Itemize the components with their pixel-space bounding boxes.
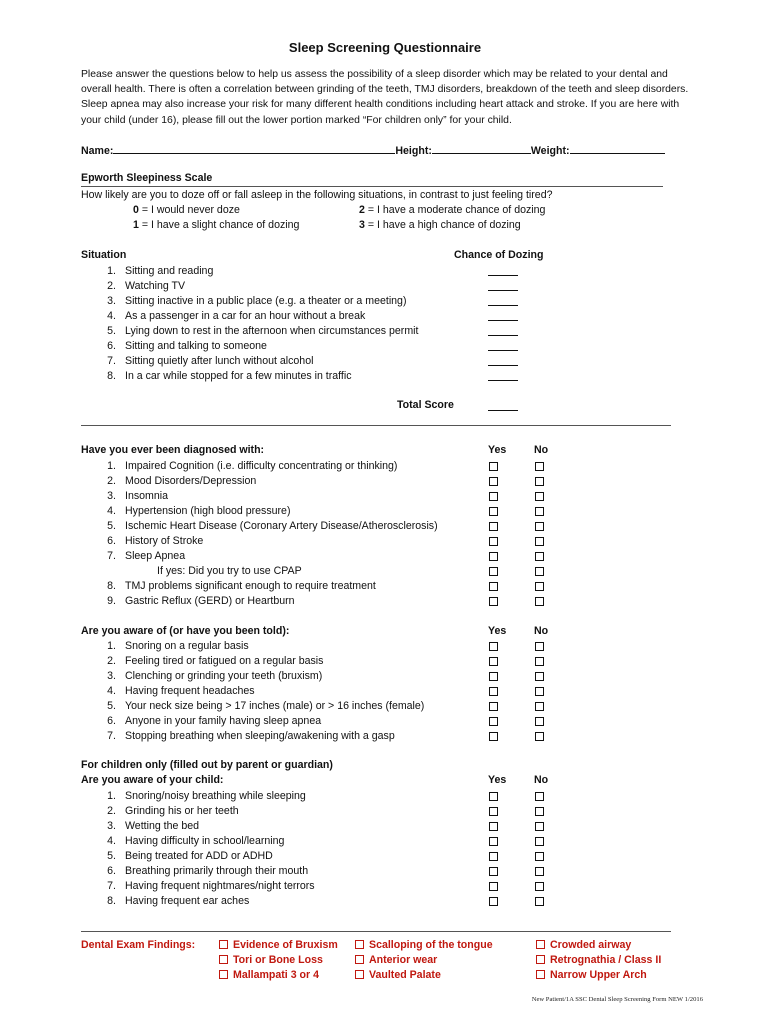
item-number: 6. — [107, 865, 116, 877]
item-number: 6. — [107, 715, 116, 727]
item-label: Being treated for ADD or ADHD — [125, 850, 273, 862]
item-number: 1. — [107, 265, 116, 277]
no-checkbox[interactable] — [535, 552, 544, 561]
item-number: 2. — [107, 655, 116, 667]
yes-checkbox[interactable] — [489, 492, 498, 501]
no-checkbox[interactable] — [535, 672, 544, 681]
yes-checkbox[interactable] — [489, 732, 498, 741]
diagnosis-row — [98, 459, 397, 474]
item-label: Sitting and talking to someone — [125, 340, 267, 352]
dozing-chance-field[interactable] — [488, 340, 518, 351]
item-number: 5. — [107, 700, 116, 712]
form-footer: New Patient/1A SSC Dental Sleep Screening Form NEW 1/2016 — [531, 996, 703, 1003]
item-number: 7. — [107, 880, 116, 892]
item-number: 5. — [107, 325, 116, 337]
dental-finding-item[interactable] — [355, 939, 493, 951]
item-label: Grinding his or her teeth — [125, 805, 239, 817]
finding-checkbox[interactable] — [355, 955, 364, 964]
yes-checkbox[interactable] — [489, 477, 498, 486]
yes-checkbox[interactable] — [489, 552, 498, 561]
item-number: 4. — [107, 505, 116, 517]
dozing-chance-field[interactable] — [488, 265, 518, 276]
no-checkbox[interactable] — [535, 537, 544, 546]
dozing-chance-field[interactable] — [488, 325, 518, 336]
scale-1: 1 = I have a slight chance of dozing — [133, 219, 300, 231]
situation-row — [98, 369, 352, 384]
yes-checkbox[interactable] — [489, 702, 498, 711]
no-checkbox[interactable] — [535, 597, 544, 606]
height-field[interactable] — [432, 143, 531, 154]
dental-finding-item[interactable] — [536, 954, 661, 966]
finding-label: Crowded airway — [550, 939, 632, 951]
diagnosis-row — [98, 504, 290, 519]
item-label: Wetting the bed — [125, 820, 200, 832]
item-label: Anyone in your family having sleep apnea — [125, 715, 322, 727]
no-header: No — [534, 444, 549, 456]
no-checkbox[interactable] — [535, 897, 544, 906]
item-number: 3. — [107, 295, 116, 307]
yes-checkbox[interactable] — [489, 582, 498, 591]
finding-checkbox[interactable] — [219, 970, 228, 979]
no-checkbox[interactable] — [535, 882, 544, 891]
dental-findings-label: Dental Exam Findings: — [81, 939, 196, 951]
diagnosis-row — [98, 519, 438, 534]
yes-header: Yes — [488, 774, 507, 786]
item-label: History of Stroke — [125, 535, 204, 547]
situation-row — [98, 264, 213, 279]
item-label: Having frequent nightmares/night terrors — [125, 880, 315, 892]
aware-row — [98, 684, 255, 699]
no-checkbox[interactable] — [535, 822, 544, 831]
no-header: No — [534, 625, 549, 637]
item-number: 3. — [107, 670, 116, 682]
child-row — [98, 879, 315, 894]
situation-row — [98, 294, 406, 309]
no-checkbox[interactable] — [535, 687, 544, 696]
item-label: Ischemic Heart Disease (Coronary Artery Disease/Atherosclerosis) — [125, 520, 438, 532]
child-row — [98, 864, 308, 879]
item-label: Sitting quietly after lunch without alcohol — [125, 355, 314, 367]
dental-finding-item[interactable] — [219, 969, 319, 981]
finding-label: Anterior wear — [369, 954, 438, 966]
yes-checkbox[interactable] — [489, 642, 498, 651]
finding-label: Retrognathia / Class II — [550, 954, 662, 966]
chance-header: Chance of Dozing — [454, 249, 544, 261]
yes-checkbox[interactable] — [489, 687, 498, 696]
item-label: In a car while stopped for a few minutes in traffic — [125, 370, 352, 382]
finding-label: Tori or Bone Loss — [233, 954, 323, 966]
item-label: Stopping breathing when sleeping/awakening with a gasp — [125, 730, 395, 742]
aware-row — [98, 714, 321, 729]
yes-checkbox[interactable] — [489, 852, 498, 861]
no-checkbox[interactable] — [535, 717, 544, 726]
no-checkbox[interactable] — [535, 852, 544, 861]
child-row — [98, 834, 284, 849]
finding-checkbox[interactable] — [219, 955, 228, 964]
item-number: 2. — [107, 280, 116, 292]
dental-finding-item[interactable] — [219, 939, 338, 951]
item-label: Sitting inactive in a public place (e.g. a theater or a meeting) — [125, 295, 407, 307]
yes-checkbox[interactable] — [489, 822, 498, 831]
dental-finding-item[interactable] — [536, 939, 631, 951]
item-label: Having frequent ear aches — [125, 895, 250, 907]
yes-checkbox[interactable] — [489, 867, 498, 876]
yes-checkbox[interactable] — [489, 597, 498, 606]
yes-checkbox[interactable] — [489, 882, 498, 891]
child-row — [98, 789, 306, 804]
item-number: 4. — [107, 835, 116, 847]
child-row — [98, 894, 249, 909]
item-label: Having frequent headaches — [125, 685, 255, 697]
scale-3: 3 = I have a high chance of dozing — [359, 219, 521, 231]
item-label: Your neck size being > 17 inches (male) or > 16 inches (female) — [125, 700, 425, 712]
item-number: 5. — [107, 520, 116, 532]
item-label: Breathing primarily through their mouth — [125, 865, 309, 877]
situation-row — [98, 309, 365, 324]
item-label: Mood Disorders/Depression — [125, 475, 257, 487]
finding-checkbox[interactable] — [219, 940, 228, 949]
situation-row — [98, 324, 418, 339]
no-checkbox[interactable] — [535, 657, 544, 666]
children-subheading: Are you aware of your child: — [81, 774, 224, 786]
item-label: Sitting and reading — [125, 265, 214, 277]
item-number: 7. — [107, 355, 116, 367]
diagnosis-row — [98, 534, 203, 549]
child-row — [98, 819, 199, 834]
dental-finding-item[interactable] — [355, 969, 441, 981]
divider — [81, 186, 663, 187]
child-row — [98, 804, 239, 819]
finding-label: Mallampati 3 or 4 — [233, 969, 319, 981]
diagnosis-row — [98, 579, 376, 594]
situation-row — [98, 354, 313, 369]
no-checkbox[interactable] — [535, 807, 544, 816]
yes-checkbox[interactable] — [489, 537, 498, 546]
finding-checkbox[interactable] — [536, 940, 545, 949]
yes-checkbox[interactable] — [489, 717, 498, 726]
yes-checkbox[interactable] — [489, 807, 498, 816]
no-checkbox[interactable] — [535, 792, 544, 801]
item-label: Insomnia — [125, 490, 168, 502]
no-checkbox[interactable] — [535, 582, 544, 591]
dozing-chance-field[interactable] — [488, 295, 518, 306]
finding-label: Vaulted Palate — [369, 969, 441, 981]
diagnosis-row — [98, 474, 256, 489]
yes-checkbox[interactable] — [489, 507, 498, 516]
no-checkbox[interactable] — [535, 522, 544, 531]
yes-checkbox[interactable] — [489, 897, 498, 906]
dozing-chance-field[interactable] — [488, 355, 518, 366]
item-number: 2. — [107, 805, 116, 817]
yes-checkbox[interactable] — [489, 522, 498, 531]
weight-field[interactable] — [570, 143, 665, 154]
item-number: 8. — [107, 895, 116, 907]
finding-label: Scalloping of the tongue — [369, 939, 493, 951]
no-checkbox[interactable] — [535, 702, 544, 711]
divider — [81, 931, 671, 932]
patient-info-row — [81, 143, 665, 157]
no-checkbox[interactable] — [535, 462, 544, 471]
diagnosis-row — [98, 549, 185, 564]
item-number: 7. — [107, 730, 116, 742]
item-label: Impaired Cognition (i.e. difficulty concentrating or thinking) — [125, 460, 398, 472]
aware-row — [98, 639, 249, 654]
weight-label: Weight: — [530, 145, 570, 157]
finding-checkbox[interactable] — [355, 970, 364, 979]
finding-checkbox[interactable] — [536, 955, 545, 964]
item-number: 8. — [107, 370, 116, 382]
yes-checkbox[interactable] — [489, 567, 498, 576]
item-number: 6. — [107, 340, 116, 352]
finding-label: Evidence of Bruxism — [233, 939, 338, 951]
item-label: Snoring on a regular basis — [125, 640, 249, 652]
child-row — [98, 849, 273, 864]
no-checkbox[interactable] — [535, 732, 544, 741]
no-checkbox[interactable] — [535, 492, 544, 501]
scale-2: 2 = I have a moderate chance of dozing — [359, 204, 546, 216]
dental-finding-item[interactable] — [536, 969, 647, 981]
item-label: Sleep Apnea — [125, 550, 186, 562]
aware-row — [98, 669, 322, 684]
intro-paragraph: Please answer the questions below to help us assess the possibility of a sleep disorder which may be related to your dental and overall health. There is often a correlation between grinding of the teeth, TMJ disorders, breakdown of the teeth and sleep disorders. Sleep apnea may also increase your risk for many different health conditions including heart attack and stroke. If you are here with your child (under 16), please fill out the lower portion marked “For children only” for your child. — [81, 69, 689, 126]
item-number: 1. — [107, 790, 116, 802]
item-number: 2. — [107, 475, 116, 487]
item-label: Clenching or grinding your teeth (bruxism) — [125, 670, 323, 682]
aware-row — [98, 699, 424, 714]
no-checkbox[interactable] — [535, 477, 544, 486]
children-heading: For children only (filled out by parent or guardian) — [81, 759, 333, 771]
yes-checkbox[interactable] — [489, 672, 498, 681]
name-field[interactable] — [113, 143, 395, 154]
name-label: Name: — [81, 145, 114, 157]
item-number: 6. — [107, 535, 116, 547]
diagnosis-row — [98, 489, 168, 504]
cpap-question: If yes: Did you try to use CPAP — [157, 565, 302, 577]
item-label: Feeling tired or fatigued on a regular basis — [125, 655, 324, 667]
item-label: Gastric Reflux (GERD) or Heartburn — [125, 595, 295, 607]
aware-heading: Are you aware of (or have you been told): — [81, 625, 290, 637]
epworth-question: How likely are you to doze off or fall asleep in the following situations, in contrast to just feeling tired? — [81, 189, 553, 201]
item-number: 7. — [107, 550, 116, 562]
item-label: Snoring/noisy breathing while sleeping — [125, 790, 306, 802]
item-number: 4. — [107, 685, 116, 697]
aware-row — [98, 654, 323, 669]
dental-finding-item[interactable] — [219, 954, 323, 966]
no-checkbox[interactable] — [535, 867, 544, 876]
item-number: 3. — [107, 490, 116, 502]
yes-checkbox[interactable] — [489, 657, 498, 666]
diagnosed-heading: Have you ever been diagnosed with: — [81, 444, 265, 456]
item-number: 1. — [107, 460, 116, 472]
finding-label: Narrow Upper Arch — [550, 969, 647, 981]
situation-header: Situation — [81, 249, 127, 261]
situation-row — [98, 279, 185, 294]
no-checkbox[interactable] — [535, 507, 544, 516]
item-label: Having difficulty in school/learning — [125, 835, 285, 847]
height-label: Height: — [395, 145, 432, 157]
no-header: No — [534, 774, 549, 786]
item-number: 5. — [107, 850, 116, 862]
page-title: Sleep Screening Questionnaire — [288, 40, 482, 55]
total-score-label: Total Score — [397, 399, 454, 411]
dozing-chance-field[interactable] — [488, 370, 518, 381]
item-number: 1. — [107, 640, 116, 652]
finding-checkbox[interactable] — [355, 940, 364, 949]
item-number: 4. — [107, 310, 116, 322]
item-number: 8. — [107, 580, 116, 592]
epworth-heading: Epworth Sleepiness Scale — [81, 172, 213, 184]
item-label: As a passenger in a car for an hour without a break — [125, 310, 366, 322]
situation-row — [98, 339, 267, 354]
no-checkbox[interactable] — [535, 567, 544, 576]
aware-row — [98, 729, 395, 744]
yes-checkbox[interactable] — [489, 837, 498, 846]
total-score-field[interactable] — [488, 400, 518, 411]
item-label: Watching TV — [125, 280, 186, 292]
yes-header: Yes — [488, 444, 507, 456]
yes-checkbox[interactable] — [489, 462, 498, 471]
yes-checkbox[interactable] — [489, 792, 498, 801]
no-checkbox[interactable] — [535, 837, 544, 846]
scale-0: 0 = I would never doze — [133, 204, 240, 216]
no-checkbox[interactable] — [535, 642, 544, 651]
item-label: TMJ problems significant enough to require treatment — [125, 580, 376, 592]
dental-finding-item[interactable] — [355, 954, 437, 966]
item-number: 3. — [107, 820, 116, 832]
item-label: Lying down to rest in the afternoon when circumstances permit — [125, 325, 419, 337]
divider — [81, 425, 671, 426]
item-number: 9. — [107, 595, 116, 607]
finding-checkbox[interactable] — [536, 970, 545, 979]
item-label: Hypertension (high blood pressure) — [125, 505, 291, 517]
dozing-chance-field[interactable] — [488, 310, 518, 321]
diagnosis-row — [98, 594, 295, 609]
yes-header: Yes — [488, 625, 507, 637]
dozing-chance-field[interactable] — [488, 280, 518, 291]
